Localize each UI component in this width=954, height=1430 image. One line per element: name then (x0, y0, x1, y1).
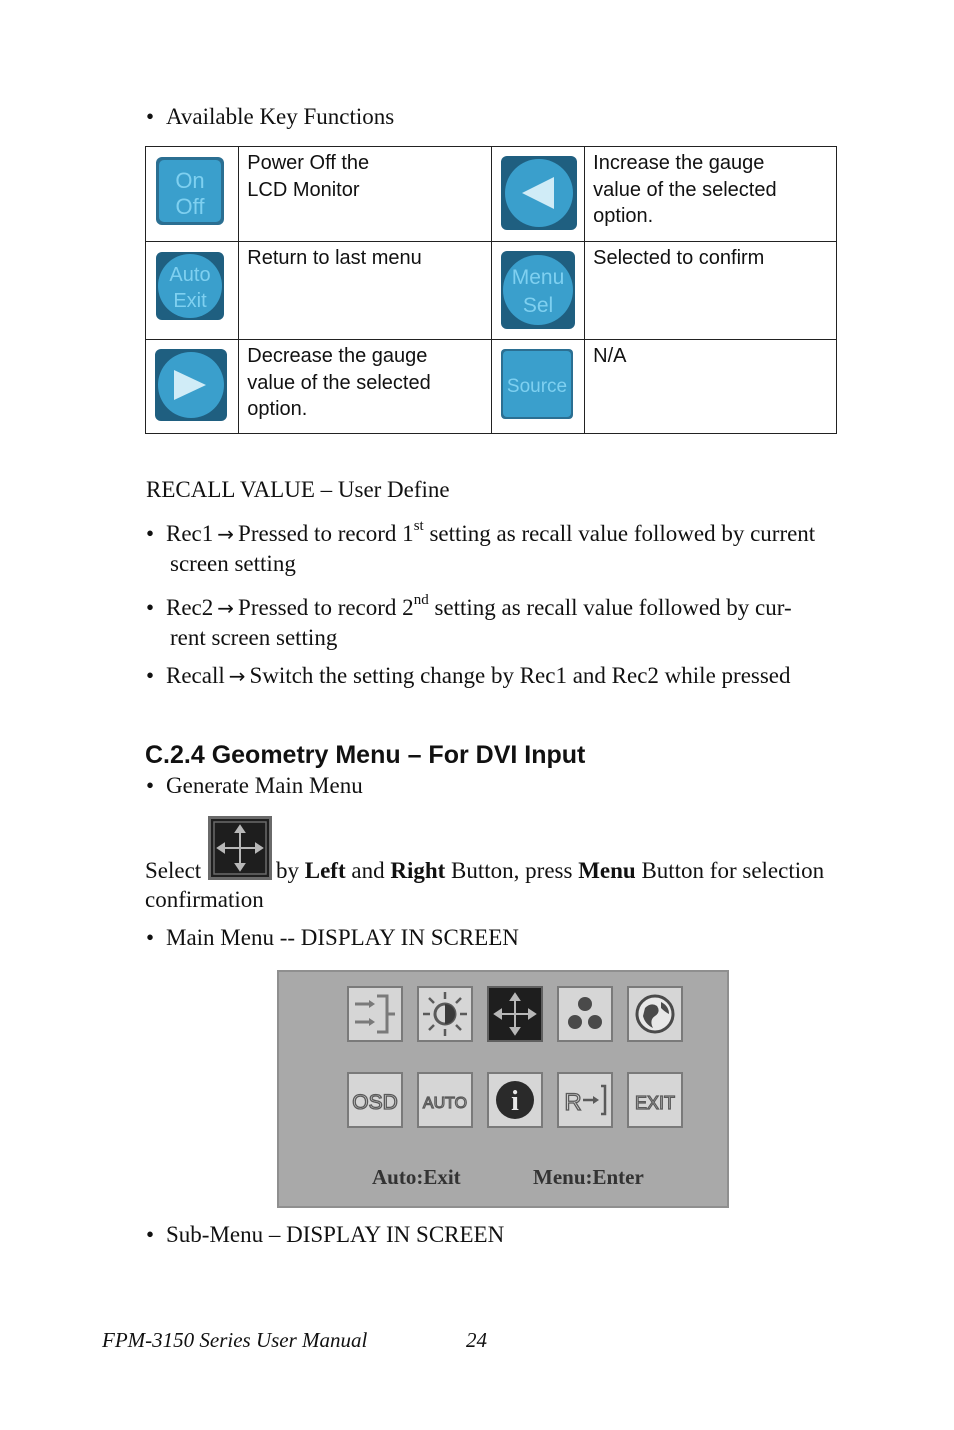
menu-key-label: Menu (511, 266, 564, 289)
source-key-icon (500, 348, 574, 420)
rec1-bullet (146, 519, 856, 578)
bullet-marker (146, 595, 166, 620)
menu-sel-key-icon (500, 250, 576, 330)
right-arrow-key-icon (154, 348, 228, 422)
rec1-label: Rec1 (166, 521, 214, 546)
geometry-icon (208, 816, 272, 880)
description-line: value of the selected (247, 371, 431, 394)
auto-icon-label: AUTO (422, 1095, 468, 1112)
recall-label: Recall (166, 663, 225, 688)
color-icon (557, 986, 613, 1042)
table-row (146, 242, 837, 340)
recall-icon (557, 1072, 613, 1128)
auto-exit-hint: Auto:Exit (372, 1165, 461, 1189)
section-heading: C.2.4 Geometry Menu – For DVI Input (145, 741, 586, 769)
rec1-continuation: screen setting (170, 551, 296, 576)
key-cell (491, 242, 585, 340)
key-cell (146, 340, 239, 434)
key-cell (146, 147, 239, 242)
rec1-text: setting as recall value followed by current (429, 521, 816, 546)
sub-menu-bullet (146, 1220, 504, 1249)
description-line: Power Off the (247, 152, 370, 174)
recall-icon-label: R (564, 1089, 582, 1116)
auto-icon (417, 1072, 473, 1128)
recall-title: RECALL VALUE – User Define (146, 477, 450, 502)
table-row (146, 340, 837, 434)
menu-enter-hint: Menu:Enter (533, 1165, 644, 1189)
key-cell (491, 147, 585, 242)
rec2-superscript: nd (413, 592, 429, 609)
rec2-text: Pressed to record 2 (238, 595, 414, 620)
available-key-functions-bullet (146, 102, 394, 131)
select-instruction-continuation: confirmation (145, 887, 264, 912)
generate-main-menu-text: Generate Main Menu (166, 773, 363, 798)
recall-bullet (146, 661, 856, 691)
info-icon-label: i (511, 1086, 519, 1117)
auto-key-label: Auto (169, 264, 211, 286)
exit-icon (627, 1072, 683, 1128)
table-row (146, 147, 837, 242)
main-menu-bullet (146, 923, 519, 952)
footer-manual-title: FPM-3150 Series User Manual (102, 1328, 368, 1352)
footer-page-number: 24 (466, 1328, 487, 1352)
exit-icon-label: EXIT (634, 1093, 676, 1113)
right-arrow-icon: → (217, 522, 235, 546)
exit-key-label: Exit (173, 290, 207, 312)
sub-menu-text: Sub-Menu – DISPLAY IN SCREEN (166, 1222, 505, 1247)
description-line: Selected to confirm (593, 247, 765, 269)
instruction-text: and (351, 858, 385, 883)
geometry-icon (487, 986, 543, 1042)
available-key-functions-text: Available Key Functions (166, 104, 395, 129)
description-line: option. (593, 205, 654, 227)
description-line: Increase the gauge (593, 152, 765, 174)
bullet-marker (146, 521, 166, 546)
rec2-continuation: rent screen setting (170, 625, 338, 650)
description-line: Return to last menu (247, 247, 422, 269)
recall-text: Switch the setting change by Rec1 and Rec2 while pressed (249, 663, 791, 688)
description-line: value of the selected (593, 178, 777, 201)
rec2-text: setting as recall value followed by cur- (434, 595, 792, 620)
rec2-label: Rec2 (166, 595, 214, 620)
rec1-text: Pressed to record 1 (238, 521, 414, 546)
input-select-icon (347, 986, 403, 1042)
off-key-label: Off (175, 194, 205, 219)
information-icon (487, 1072, 543, 1128)
bullet-marker (146, 663, 166, 688)
auto-exit-key-icon (155, 251, 225, 321)
main-menu-text: Main Menu -- DISPLAY IN SCREEN (166, 925, 519, 950)
description-line: option. (247, 398, 308, 420)
language-icon (627, 986, 683, 1042)
on-off-key-icon (155, 156, 225, 226)
source-key-label: Source (506, 376, 567, 397)
osd-icon-label: OSD (352, 1091, 398, 1114)
key-cell (146, 242, 239, 340)
description-line: Decrease the gauge (247, 345, 428, 367)
osd-icon (347, 1072, 403, 1128)
key-cell (491, 340, 585, 434)
description-line: N/A (593, 345, 627, 367)
sel-key-label: Sel (522, 294, 553, 317)
description-line: LCD Monitor (247, 178, 360, 201)
key-description (585, 147, 837, 242)
left-emphasis: Left (304, 858, 346, 883)
right-arrow-icon: → (217, 596, 235, 620)
osd-main-menu (277, 970, 729, 1208)
brightness-icon (417, 986, 473, 1042)
key-description (239, 340, 491, 434)
key-description (585, 242, 837, 340)
left-arrow-key-icon (500, 155, 578, 231)
select-instruction (276, 856, 824, 885)
right-arrow-icon: → (228, 664, 246, 688)
key-description (239, 147, 491, 242)
key-functions-table (145, 146, 837, 434)
rec1-superscript: st (413, 518, 424, 535)
right-emphasis: Right (390, 858, 446, 883)
rec2-bullet (146, 593, 856, 652)
key-description (585, 340, 837, 434)
instruction-text: by (276, 858, 299, 883)
on-key-label: On (175, 168, 205, 193)
instruction-text: Button for selection (641, 858, 825, 883)
key-description (239, 242, 491, 340)
select-word: Select (145, 858, 202, 883)
instruction-text: Button, press (451, 858, 573, 883)
menu-emphasis: Menu (578, 858, 636, 883)
generate-main-menu-bullet (146, 771, 363, 800)
